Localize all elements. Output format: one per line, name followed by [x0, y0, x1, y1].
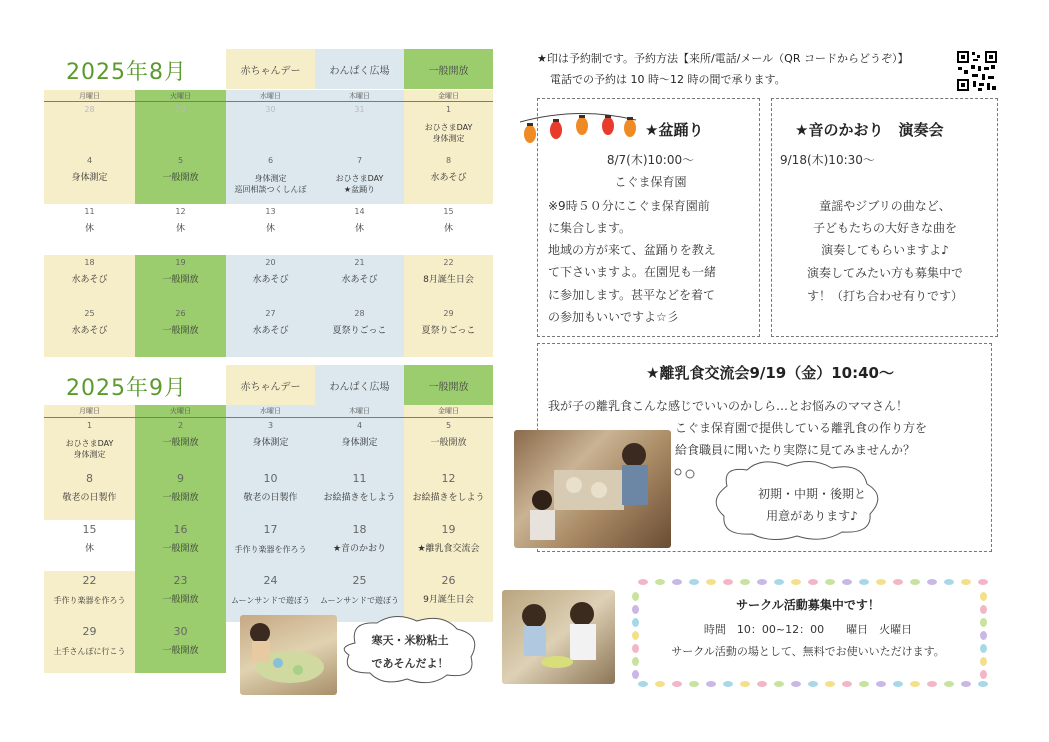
- bon-place: こぐま保育園: [614, 175, 687, 189]
- music-title: ★音のかおり 演奏会: [795, 121, 944, 139]
- dot: [757, 681, 767, 687]
- bon-date: 8/7(木)10:00～: [606, 153, 695, 167]
- bon-text: ※9時５０分にこぐま保育園前: [548, 199, 710, 213]
- calendar-day-cell: [404, 204, 493, 255]
- dow-thu: 木曜日: [315, 405, 404, 417]
- day-number: 8: [86, 472, 93, 485]
- dot: [893, 681, 903, 687]
- calendar-day-cell: [226, 153, 315, 204]
- dow-mon: 月曜日: [44, 405, 135, 417]
- day-event: 休: [84, 544, 94, 554]
- bon-text: て下さいますよ。在園児も一緒: [548, 265, 717, 279]
- calendar-day-cell: [135, 204, 226, 255]
- bon-odori-title: ★盆踊り: [645, 121, 704, 139]
- day-event: 休: [443, 224, 453, 234]
- calendar-day-cell: [135, 622, 226, 673]
- day-event: 身体測定: [71, 173, 108, 183]
- children-photo: [502, 590, 615, 684]
- kanten-text: であそんだよ！: [371, 657, 449, 670]
- day-event: 水あそび: [71, 326, 108, 336]
- day-event: ★離乳食交流会: [417, 544, 480, 554]
- day-number: 31: [354, 105, 365, 114]
- calendar-day-cell: [315, 102, 404, 153]
- dow-tue: 火曜日: [135, 90, 226, 102]
- day-event: 一般開放: [162, 275, 199, 285]
- calendar-day-cell: [315, 204, 404, 255]
- day-number: 11: [352, 472, 367, 485]
- calendar-day-cell: [44, 571, 135, 622]
- calendar-day-cell: [404, 153, 493, 204]
- day-event: おひさまDAY ★盆踊り: [335, 174, 384, 194]
- calendar-day-cell: [226, 255, 315, 306]
- day-event: 水あそび: [252, 275, 289, 285]
- kanten-photo: [240, 615, 337, 695]
- day-number: 15: [82, 523, 97, 536]
- calendar-day-cell: [404, 306, 493, 357]
- day-event: 休: [265, 224, 275, 234]
- day-number: 18: [352, 523, 367, 536]
- dot: [632, 657, 639, 666]
- dow-fri: 金曜日: [404, 405, 493, 417]
- dot: [632, 592, 639, 601]
- dot: [910, 681, 920, 687]
- dot: [944, 681, 954, 687]
- legend-open: 一般開放: [404, 49, 493, 89]
- day-event: 休: [175, 224, 185, 234]
- day-event: 敬老の日製作: [243, 493, 298, 503]
- calendar-day-cell: [226, 469, 315, 520]
- dot: [638, 681, 648, 687]
- qr-code-icon[interactable]: [956, 50, 998, 92]
- weaning-photo: [514, 430, 671, 548]
- day-number: 28: [84, 105, 95, 114]
- dot: [980, 631, 987, 640]
- calendar-day-cell: [135, 255, 226, 306]
- dow-wed: 水曜日: [226, 405, 315, 417]
- calendar-day-cell: [226, 306, 315, 357]
- dot: [706, 681, 716, 687]
- music-text: 演奏してもらいますよ♪: [821, 243, 949, 257]
- day-event: おひさまDAY 身体測定: [424, 123, 473, 143]
- legend-baby-day: 赤ちゃんデー: [226, 365, 315, 405]
- day-event: 夏祭りごっこ: [421, 326, 476, 336]
- calendar-day-cell: [44, 102, 135, 153]
- dow-mon: 月曜日: [44, 90, 135, 102]
- phone-notice: 電話での予約は 10 時～12 時の間で承ります。: [550, 73, 786, 86]
- dot: [961, 681, 971, 687]
- dot: [723, 681, 733, 687]
- calendar-day-cell: [44, 469, 135, 520]
- kanten-text: 寒天・米粉粘土: [371, 634, 449, 647]
- day-event: 手作り楽器を作ろう: [234, 545, 307, 554]
- day-number: 17: [263, 523, 278, 536]
- weaning-text: 我が子の離乳食こんな感じでいいのかしら…とお悩みのママさん！: [548, 399, 909, 413]
- day-number: 26: [441, 574, 456, 587]
- day-number: 25: [84, 309, 95, 318]
- weaning-food-title: ★離乳食交流会9/19（金）10:40～: [646, 364, 894, 382]
- day-number: 3: [267, 421, 274, 430]
- calendar-day-cell: [315, 520, 404, 571]
- day-number: 22: [82, 574, 97, 587]
- music-text: す！（打ち合わせ有りです）: [806, 289, 963, 303]
- calendar-day-cell: [226, 204, 315, 255]
- bon-text: に参加します。甚平などを着て: [548, 288, 716, 302]
- day-number: 14: [354, 207, 365, 216]
- day-number: 20: [265, 258, 276, 267]
- day-event: 一般開放: [162, 173, 199, 183]
- music-date: 9/18(木)10:30～: [780, 153, 875, 167]
- day-number: 29: [443, 309, 454, 318]
- dot: [927, 681, 937, 687]
- day-number: 12: [441, 472, 456, 485]
- day-number: 30: [173, 625, 188, 638]
- day-event: ムーンサンドで遊ぼう: [319, 596, 400, 605]
- weaning-text: こぐま保育園で提供している離乳食の作り方を: [675, 421, 928, 435]
- calendar-day-cell: [44, 204, 135, 255]
- day-number: 4: [86, 156, 93, 165]
- day-event: 水あそび: [341, 275, 378, 285]
- music-text: 童謡やジブリの曲など、: [819, 199, 951, 213]
- dot: [632, 644, 639, 653]
- dot: [980, 644, 987, 653]
- day-number: 7: [356, 156, 363, 165]
- dot: [632, 605, 639, 614]
- day-event: ムーンサンドで遊ぼう: [230, 596, 311, 605]
- day-event: 一般開放: [430, 438, 467, 448]
- day-number: 16: [173, 523, 188, 536]
- dot: [632, 631, 639, 640]
- calendar-day-cell: [135, 469, 226, 520]
- day-event: お絵描きをしよう: [323, 493, 396, 503]
- day-number: 12: [175, 207, 186, 216]
- day-number: 29: [82, 625, 97, 638]
- day-event: 土手さんぽに行こう: [53, 647, 126, 656]
- calendar-day-cell: [404, 418, 493, 469]
- day-number: 1: [445, 105, 452, 114]
- reservation-notice: ★印は予約制です。予約方法【来所/電話/メール（QR コードからどうぞ）】: [537, 52, 909, 65]
- calendar-day-cell: [315, 418, 404, 469]
- dot: [672, 681, 682, 687]
- calendar-day-cell: [135, 571, 226, 622]
- day-event: おひさまDAY 身体測定: [65, 439, 114, 459]
- dot: [980, 605, 987, 614]
- dot: [774, 681, 784, 687]
- day-event: 身体測定: [341, 438, 378, 448]
- calendar-day-cell: [44, 306, 135, 357]
- calendar-day-cell: [44, 418, 135, 469]
- day-event: 敬老の日製作: [62, 493, 117, 503]
- bon-text: に集合します。: [548, 221, 632, 235]
- cloud-text: 用意があります♪: [766, 509, 858, 523]
- dot: [689, 681, 699, 687]
- bon-text: 地域の方が来て、盆踊りを教え: [548, 243, 716, 257]
- september-title: 2025年9月: [66, 376, 187, 401]
- dow-thu: 木曜日: [315, 90, 404, 102]
- day-event: 休: [84, 224, 94, 234]
- dow-wed: 水曜日: [226, 90, 315, 102]
- august-title: 2025年8月: [66, 60, 187, 85]
- dot: [808, 681, 818, 687]
- dot: [740, 681, 750, 687]
- day-event: 一般開放: [162, 438, 199, 448]
- lantern-icon: [518, 108, 638, 150]
- dow-tue: 火曜日: [135, 405, 226, 417]
- day-number: 13: [265, 207, 276, 216]
- day-number: 1: [86, 421, 93, 430]
- day-event: 一般開放: [162, 595, 199, 605]
- day-number: 5: [445, 421, 452, 430]
- cloud-text: 初期・中期・後期と: [757, 487, 866, 501]
- day-event: 一般開放: [162, 493, 199, 503]
- day-number: 8: [445, 156, 452, 165]
- dot: [980, 670, 987, 679]
- calendar-day-cell: [226, 418, 315, 469]
- day-event: 水あそび: [252, 326, 289, 336]
- day-number: 28: [354, 309, 365, 318]
- day-event: 9月誕生日会: [423, 595, 474, 605]
- day-number: 4: [356, 421, 363, 430]
- day-event: 手作り楽器を作ろう: [53, 596, 126, 605]
- dot: [825, 681, 835, 687]
- dot: [791, 681, 801, 687]
- day-number: 10: [263, 472, 278, 485]
- calendar-day-cell: [44, 520, 135, 571]
- dot: [980, 657, 987, 666]
- dot: [655, 681, 665, 687]
- day-number: 22: [443, 258, 454, 267]
- calendar-day-cell: [315, 255, 404, 306]
- speech-cloud: [335, 613, 485, 688]
- calendar-day-cell: [135, 418, 226, 469]
- day-number: 19: [175, 258, 186, 267]
- dow-fri: 金曜日: [404, 90, 493, 102]
- day-number: 11: [84, 207, 95, 216]
- day-event: お絵描きをしよう: [412, 493, 485, 503]
- day-event: 水あそび: [430, 173, 467, 183]
- dot: [978, 681, 988, 687]
- legend-open: 一般開放: [404, 365, 493, 405]
- day-number: 23: [173, 574, 188, 587]
- calendar-day-cell: [135, 153, 226, 204]
- calendar-day-cell: [44, 255, 135, 306]
- day-number: 25: [352, 574, 367, 587]
- day-event: 身体測定 巡回相談つくしんぼ: [234, 174, 307, 194]
- circle-time: 時間 10：00~12：00 曜日 火曜日: [703, 623, 913, 636]
- day-event: 夏祭りごっこ: [332, 326, 387, 336]
- day-event: 水あそび: [71, 275, 108, 285]
- day-number: 9: [177, 472, 184, 485]
- calendar-day-cell: [135, 306, 226, 357]
- dot: [980, 592, 987, 601]
- calendar-day-cell: [135, 520, 226, 571]
- day-number: 27: [265, 309, 276, 318]
- day-event: 身体測定: [252, 438, 289, 448]
- day-event: 一般開放: [162, 326, 199, 336]
- dot: [632, 618, 639, 627]
- day-event: ★音のかおり: [332, 544, 387, 554]
- legend-wanpaku: わんぱく広場: [315, 365, 404, 405]
- day-number: 6: [267, 156, 274, 165]
- circle-title: サークル活動募集中です！: [736, 598, 880, 612]
- day-number: 30: [265, 105, 276, 114]
- calendar-day-cell: [315, 306, 404, 357]
- day-number: 26: [175, 309, 186, 318]
- calendar-day-cell: [404, 255, 493, 306]
- music-text: 演奏してみたい方も募集中で: [806, 266, 963, 280]
- day-number: 18: [84, 258, 95, 267]
- dot: [842, 681, 852, 687]
- day-number: 24: [263, 574, 278, 587]
- calendar-day-cell: [226, 102, 315, 153]
- day-number: 2: [177, 421, 184, 430]
- weaning-text: 給食職員に聞いたり実際に見てみませんか？: [675, 443, 916, 457]
- dot: [978, 579, 988, 585]
- bon-text: の参加もいいですよ☆彡: [548, 310, 679, 324]
- dot: [980, 618, 987, 627]
- calendar-day-cell: [315, 469, 404, 520]
- dot: [859, 681, 869, 687]
- dot: [632, 670, 639, 679]
- day-number: 29: [175, 105, 186, 114]
- calendar-day-cell: [44, 622, 135, 673]
- day-event: 休: [354, 224, 364, 234]
- day-event: 一般開放: [162, 544, 199, 554]
- music-text: 子どもたちの大好きな曲を: [812, 221, 957, 235]
- legend-baby-day: 赤ちゃんデー: [226, 49, 315, 89]
- calendar-day-cell: [404, 520, 493, 571]
- dot: [876, 681, 886, 687]
- calendar-day-cell: [404, 102, 493, 153]
- day-number: 21: [354, 258, 365, 267]
- day-number: 15: [443, 207, 454, 216]
- calendar-day-cell: [226, 520, 315, 571]
- legend-wanpaku: わんぱく広場: [315, 49, 404, 89]
- day-number: 5: [177, 156, 184, 165]
- calendar-day-cell: [44, 153, 135, 204]
- day-event: 一般開放: [162, 646, 199, 656]
- calendar-day-cell: [135, 102, 226, 153]
- calendar-day-cell: [315, 153, 404, 204]
- day-event: 8月誕生日会: [423, 275, 474, 285]
- calendar-day-cell: [404, 469, 493, 520]
- circle-note: サークル活動の場として、無料でお使いいただけます。: [671, 645, 945, 658]
- day-number: 19: [441, 523, 456, 536]
